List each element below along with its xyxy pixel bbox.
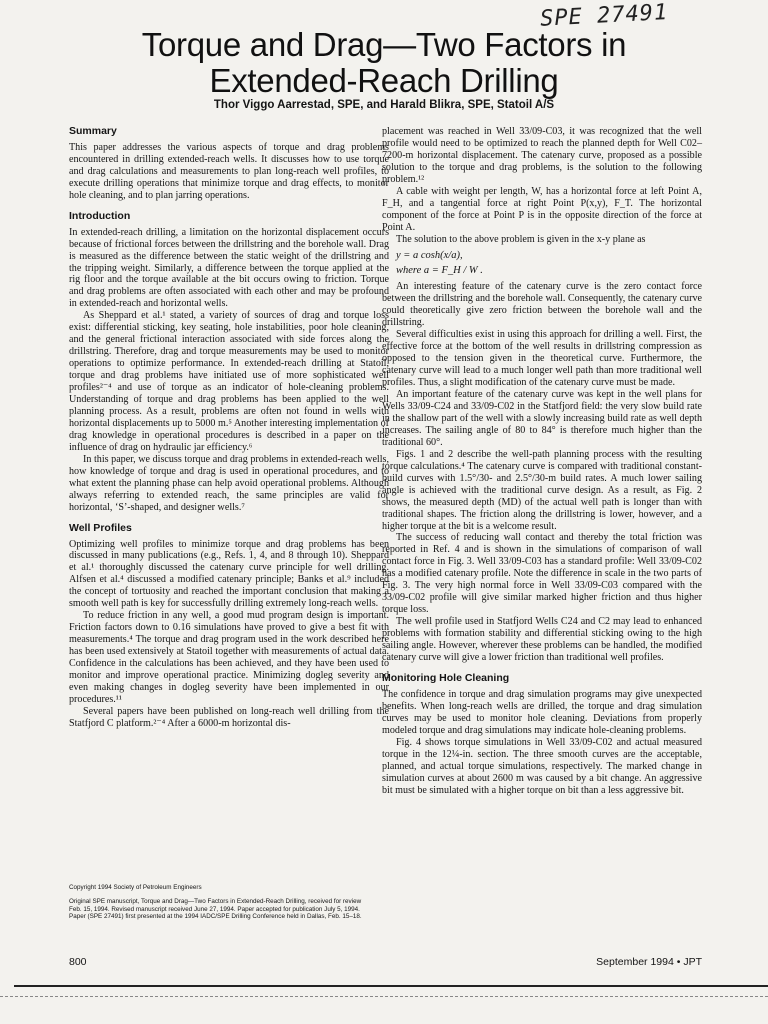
right-paragraph-3: The solution to the above problem is given in the x-y plane as xyxy=(396,233,646,245)
right-paragraph-2: A cable with weight per length, W, has a horizontal force at left Point A, F_H, and a tangential force at right Point P(x,y), F_T. The horizontal component of the force at Point P is in the opposite direction of the force at Point A. xyxy=(382,185,702,233)
profiles-paragraph-3: Several papers have been published on long-reach well drilling from the Statfjord C platform.²⁻⁴ After a 6000-m horizontal dis- xyxy=(69,705,389,729)
monitoring-paragraph-2: Fig. 4 shows torque simulations in Well 33/09-C02 and actual measured torque in the 12¼-in. section. The three smooth curves are the acceptable, planned, and actual torque simulations, respectively. The marked change in simulation curves at about 2600 m was caused by a bit change. An aggressive bit must be simulated with a higher torque on bit than a less aggressive bit. xyxy=(382,736,702,796)
copyright-notice: Copyright 1994 Society of Petroleum Engineers xyxy=(69,884,202,891)
handwritten-note: SPE 27491 xyxy=(539,0,669,32)
paper-title-line1: Torque and Drag—Two Factors in xyxy=(141,26,627,63)
catenary-parameter-equation: where a = F_H / W . xyxy=(396,265,483,277)
intro-paragraph-3: In this paper, we discuss torque and drag problems in extended-reach wells, how knowledge of torque and drag is used in operational procedures, and to what extent the planning phase can help avoid operational problems. Although always referring to extended reach, the same principles are valid for horizontal, ‘S’-shaped, and designer wells.⁷ xyxy=(69,453,389,513)
profiles-paragraph-2: To reduce friction in any well, a good mud program design is important. Friction factors down to 0.16 simulations have proved to give a best fit with measurements.⁴ The torque and drag program used in the work described here has been used extensively at Statoil together with measurements of actual data. Confidence in the calculations has been achieved, and they have been used to monitor and improve operational practice. Minimizing dogleg severity and even making changes in dogleg severity have been implemented in our procedures.¹¹ xyxy=(69,610,389,705)
authors: Thor Viggo Aarrestad, SPE, and Harald Blikra, SPE, Statoil A/S xyxy=(213,99,555,111)
introduction-heading: Introduction xyxy=(69,209,131,222)
journal-issue: September 1994 • JPT xyxy=(596,956,702,968)
right-column xyxy=(382,126,702,796)
intro-paragraph-1: In extended-reach drilling, a limitation on the horizontal displacement occurs because of frictional forces between the drillstring and the borehole wall. Drag is measured as the difference between the static weight of the drillstring and the tripping weight. Similarly, a difference between the torque applied at the rig floor and the torque available at the bit occurs owing to friction. Torque and drag problems are often associated with each other and may be profound in extended-reach and horizontal wells. xyxy=(69,226,389,310)
well-profiles-heading: Well Profiles xyxy=(69,521,132,534)
summary-text: This paper addresses the various aspects of torque and drag problems encountered in drilling extended-reach wells. It discusses how to use torque and drag calculations and measurements to plan long-reach well profiles, to execute drilling operations that minimize torque and drag effects, to monitor hole cleaning, and to plan jarring operations. xyxy=(69,141,389,201)
right-paragraph-6: An important feature of the catenary curve was kept in the well plans for Wells 33/09-C24 and 33/09-C02 in the Statfjord field: the very slow build rate in the shallow part of the well with a slowly increasing build rate as well depth increases. The sailing angle of 80 to 84° is therefore much higher than the traditional 60°. xyxy=(382,389,702,448)
paper-title-line2: Extended-Reach Drilling xyxy=(209,62,559,99)
scan-edge xyxy=(0,996,768,1017)
right-paragraph-8: The success of reducing wall contact and thereby the total friction was reported in Ref. 4 and is shown in the simulations of comparison of wall contact force in Fig. 3. Well 33/09-C03 has a standard profile: Well 33/09-C02 has a modified catenary profile. Note the difference in scale in the two parts of Fig. 3. The very high normal force in Well 33/09-C03 compared with the 33/09-C02 profile will give similar marked higher friction and thus higher torque loss. xyxy=(382,532,702,616)
monitoring-paragraph-1: The confidence in torque and drag simulation programs may give unexpected benefits. When long-reach wells are drilled, the torque and drag simulation curves may be used to monitor hole cleaning. Deviations from properly modeled torque and drag simulations may indicate hole-cleaning problems. xyxy=(382,688,702,736)
left-column xyxy=(69,126,389,730)
profiles-paragraph-1: Optimizing well profiles to minimize torque and drag problems has been discussed in many publications (e.g., Refs. 1, 4, and 8 through 10). Sheppard et al.¹ thoroughly discussed the catenary curve principle for well drilling. Alfsen et al.⁴ discussed a modified catenary principle; Banks et al.⁹ included the concept of tortuosity and reached the important conclusion that making a smooth well path is key for successfully drilling extremely long-reach wells. xyxy=(69,538,389,610)
right-paragraph-7: Figs. 1 and 2 describe the well-path planning process with the resulting torque calculations.⁴ The catenary curve is compared with traditional constant-build curves with 1.5°/30- and 2.5°/30-m build rates. A much lower sailing angle is achieved with the traditional curve design. As a result, as Fig. 2 shows, the measured depth (MD) of the actual well path is longer than with traditional shapes. The friction along the drillstring is lower, however, and a higher torque at the bit is a welcome result. xyxy=(382,448,702,532)
footnote xyxy=(69,884,369,927)
intro-paragraph-2: As Sheppard et al.¹ stated, a variety of sources of drag and torque loss exist: differential sticking, key seating, hole instabilities, poor hole cleaning, and the general frictional interaction associated with side forces along the drillstring. Therefore, drag and torque measurements may be used to monitor operations to optimize performance. In extended-reach drilling at Statoil, torque and drag problems have initiated use of more sophisticated well profiles²⁻⁴ and use of torque as an indicator of hole-cleaning problems. Understanding of torque and drag problems has been applied to the well planning process. As a result, problems are often not found in wells with horizontal displacements up to 5000 m.⁵ Another interesting implementation of drag knowledge in operational procedures is described in a paper on the influence of drag on hydraulic jar efficiency.⁶ xyxy=(69,310,389,453)
manuscript-note: Original SPE manuscript, Torque and Drag—Two Factors in Extended-Reach Drilling, received for review Feb. 15, 1994. Revised manuscript received June 27, 1994. Paper accepted for publication July 5, 1994. Paper (SPE 27491) first presented at the 1994 IADC/SPE Drilling Conference held in Dallas, Feb. 15–18. xyxy=(69,897,362,921)
right-paragraph-1: placement was reached in Well 33/09-C03, it was recognized that the well profile would need to be optimized to reach the planned depth for Well C02–7200-m horizontal displacement. The catenary curve, proposed as a possible solution to the torque and drag problems, is the solution to the following problem.¹² xyxy=(382,126,702,185)
page-number: 800 xyxy=(69,956,87,968)
right-paragraph-4: An interesting feature of the catenary curve is the zero contact force between the drillstring and the borehole wall. Consequently, the catenary curve could theoretically give zero friction between the borehole wall and the drillstring. xyxy=(382,281,702,329)
catenary-equation: y = a cosh(x/a), xyxy=(396,249,463,261)
right-paragraph-5: Several difficulties exist in using this approach for drilling a well. First, the effective force at the bottom of the well results in drillstring compression as opposed to the tension given in the theoretical curve. Furthermore, the catenary curve will lead to a much longer well path than more traditional well profiles. Thus, a slight modification of the catenary curve must be made. xyxy=(382,329,702,389)
right-paragraph-9: The well profile used in Statfjord Wells C24 and C2 may lead to enhanced problems with formation stability and differential sticking owing to the high sailing angle. However, wherever these problems can be handled, the modified catenary curve will give a lower friction than traditional well profiles. xyxy=(382,616,702,663)
summary-heading: Summary xyxy=(69,125,117,137)
bottom-rule xyxy=(14,985,768,987)
monitoring-hole-cleaning-heading: Monitoring Hole Cleaning xyxy=(382,671,510,684)
